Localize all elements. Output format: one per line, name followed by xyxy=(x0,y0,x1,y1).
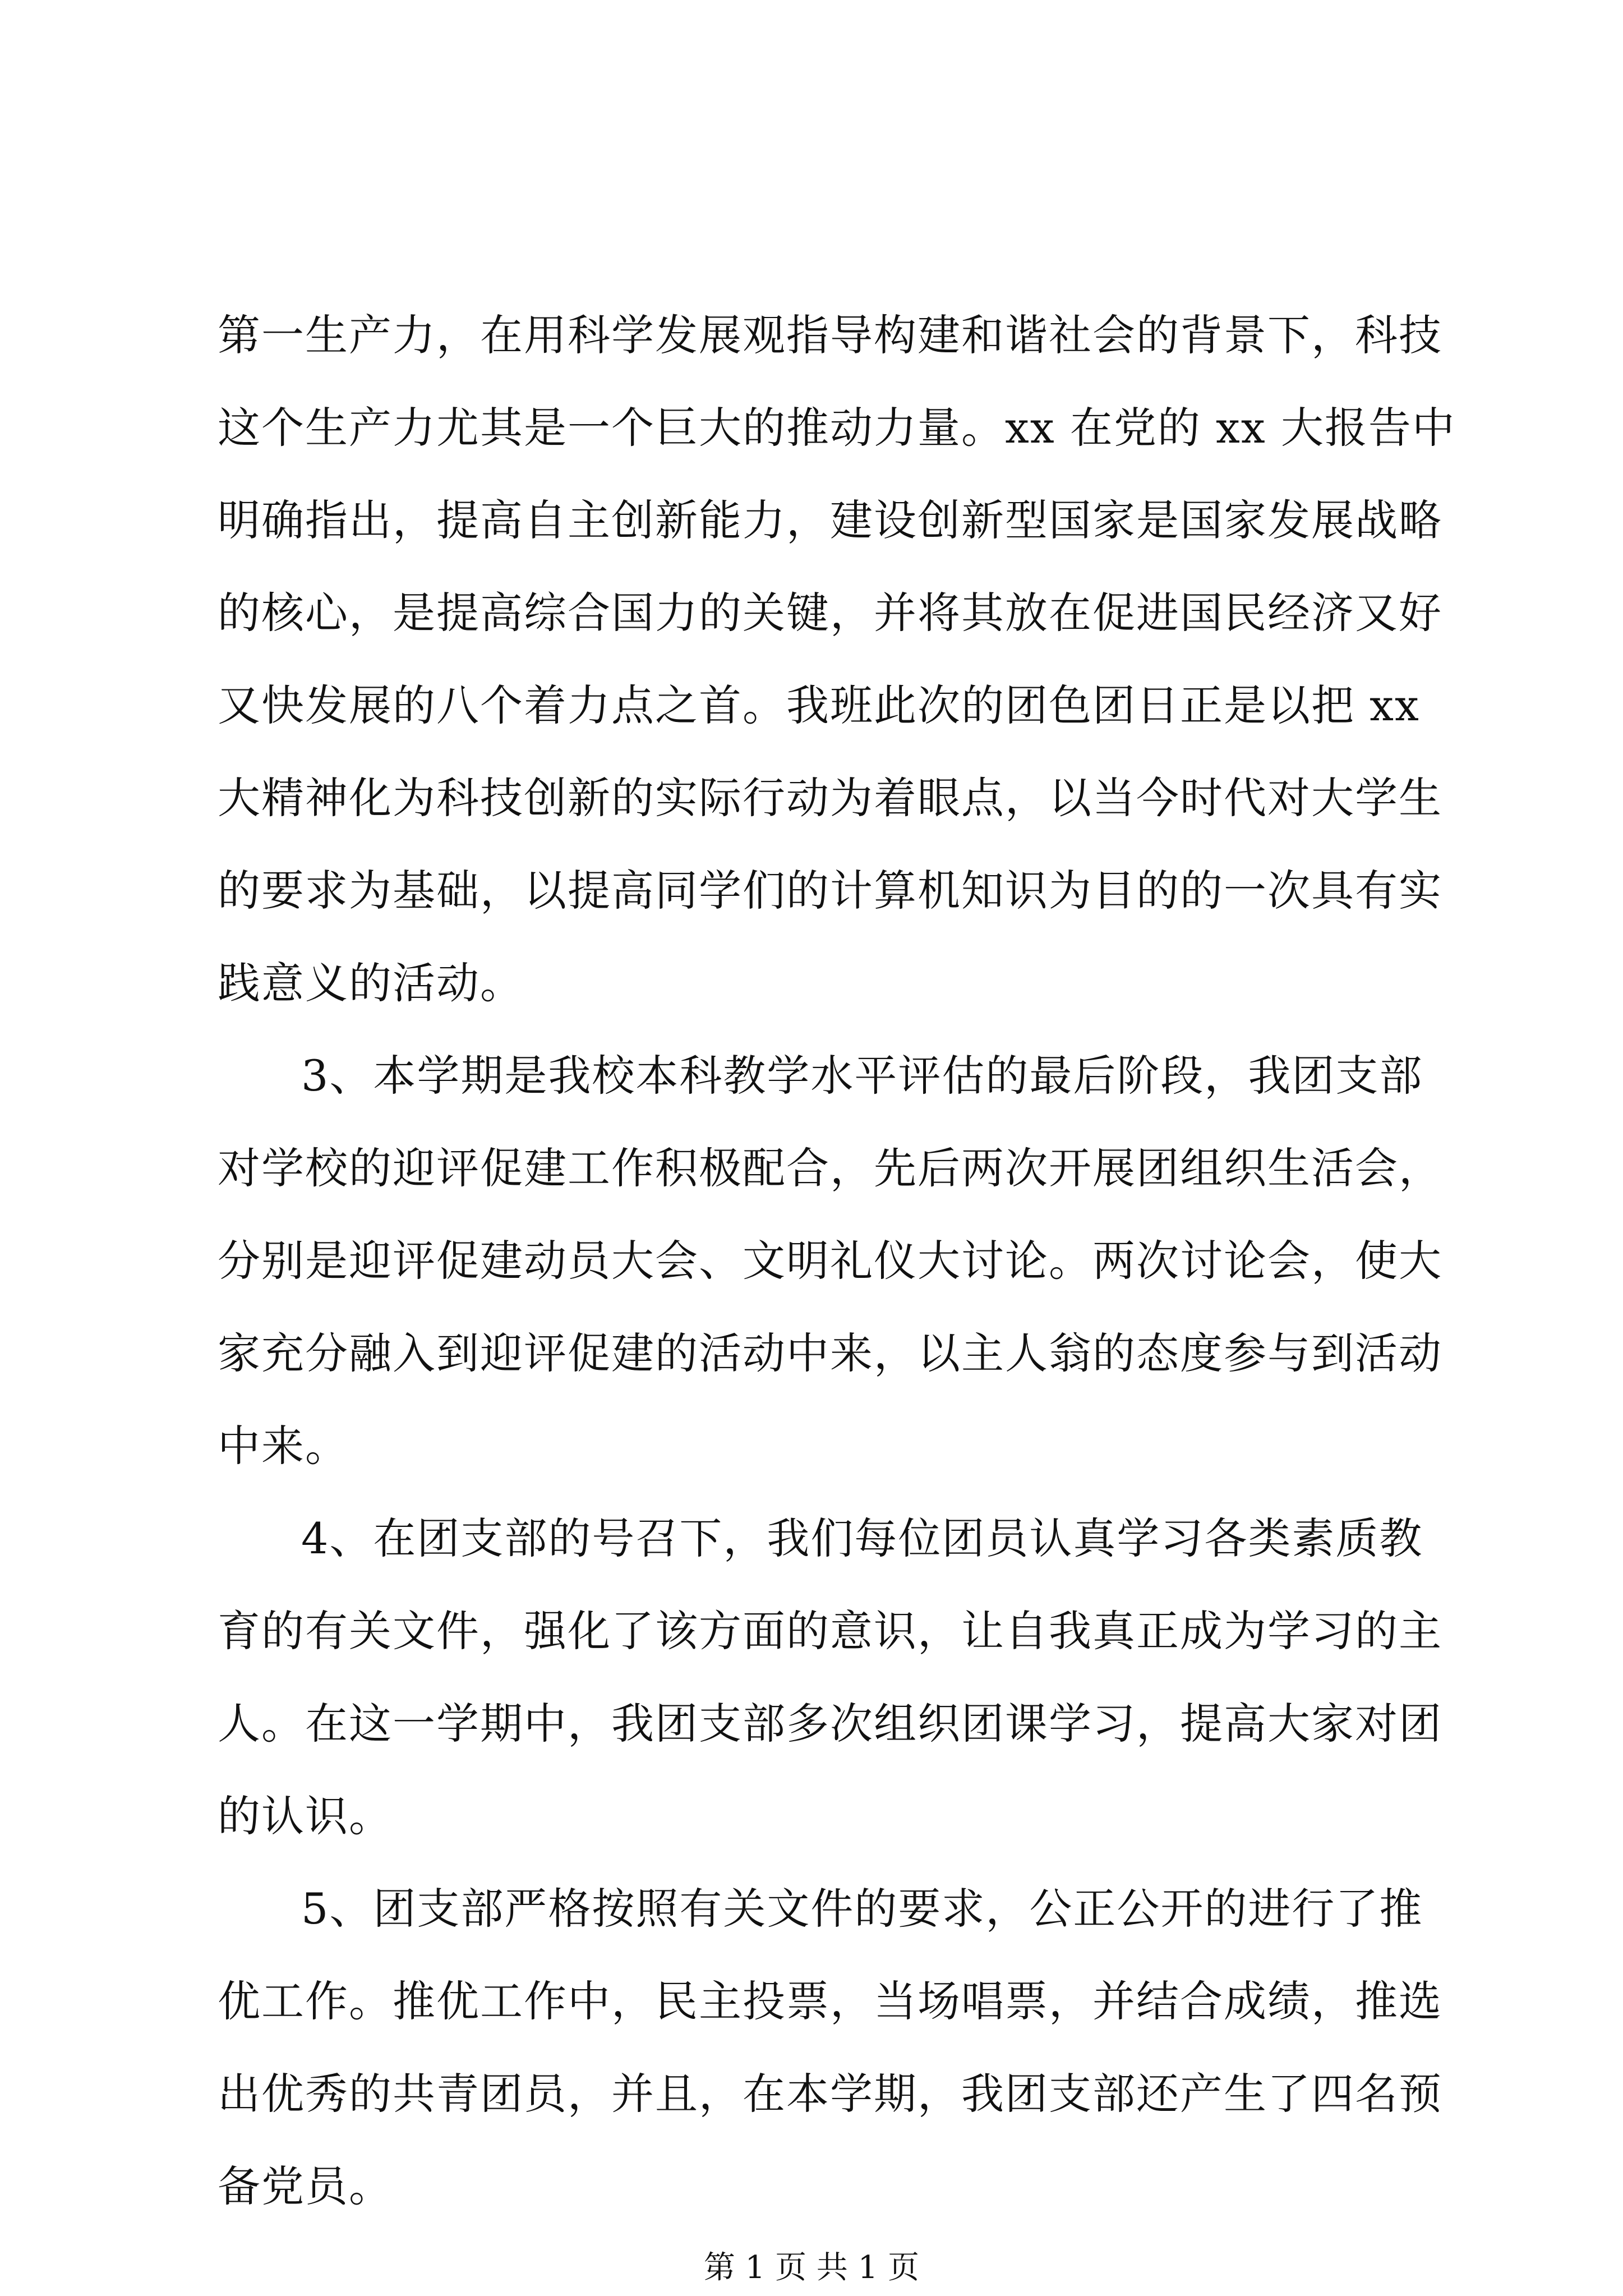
text-line: 这个生产力尤其是一个巨大的推动力量。xx 在党的 xx 大报告中 xyxy=(218,403,1456,453)
text-line: 中来。 xyxy=(218,1421,349,1471)
text-line: 育的有关文件，强化了该方面的意识，让自我真正成为学习的主 xyxy=(218,1606,1442,1656)
paragraph-first-line: 4、在团支部的号召下，我们每位团员认真学习各类素质教 xyxy=(301,1513,1423,1563)
text-line: 践意义的活动。 xyxy=(218,958,524,1008)
text-line: 备党员。 xyxy=(218,2161,393,2211)
text-line: 的要求为基础，以提高同学们的计算机知识为目的的一次具有实 xyxy=(218,866,1442,915)
text-line: 第一生产力，在用科学发展观指导构建和谐社会的背景下，科技 xyxy=(218,310,1442,360)
text-line: 人。在这一学期中，我团支部多次组织团课学习，提高大家对团 xyxy=(218,1699,1442,1749)
paragraph-first-line: 5、团支部严格按照有关文件的要求，公正公开的进行了推 xyxy=(301,1884,1423,1934)
text-line: 分别是迎评促建动员大会、文明礼仪大讨论。两次讨论会，使大 xyxy=(218,1236,1442,1286)
text-line: 大精神化为科技创新的实际行动为着眼点，以当今时代对大学生 xyxy=(218,773,1442,823)
text-line: 的核心，是提高综合国力的关键，并将其放在促进国民经济又好 xyxy=(218,588,1442,638)
text-line: 的认识。 xyxy=(218,1791,393,1841)
text-line: 又快发展的八个着力点之首。我班此次的团色团日正是以把 xx xyxy=(218,680,1420,730)
paragraph-first-line: 3、本学期是我校本科教学水平评估的最后阶段，我团支部 xyxy=(301,1051,1423,1101)
text-line: 出优秀的共青团员，并且，在本学期，我团支部还产生了四名预 xyxy=(218,2069,1442,2119)
text-line: 家充分融入到迎评促建的活动中来，以主人翁的态度参与到活动 xyxy=(218,1328,1442,1378)
text-line: 对学校的迎评促建工作积极配合，先后两次开展团组织生活会， xyxy=(218,1143,1442,1193)
text-line: 明确指出，提高自主创新能力，建设创新型国家是国家发展战略 xyxy=(218,495,1442,545)
text-line: 优工作。推优工作中，民主投票，当场唱票，并结合成绩，推选 xyxy=(218,1976,1442,2026)
page-footer: 第 1 页 共 1 页 xyxy=(703,2249,920,2286)
